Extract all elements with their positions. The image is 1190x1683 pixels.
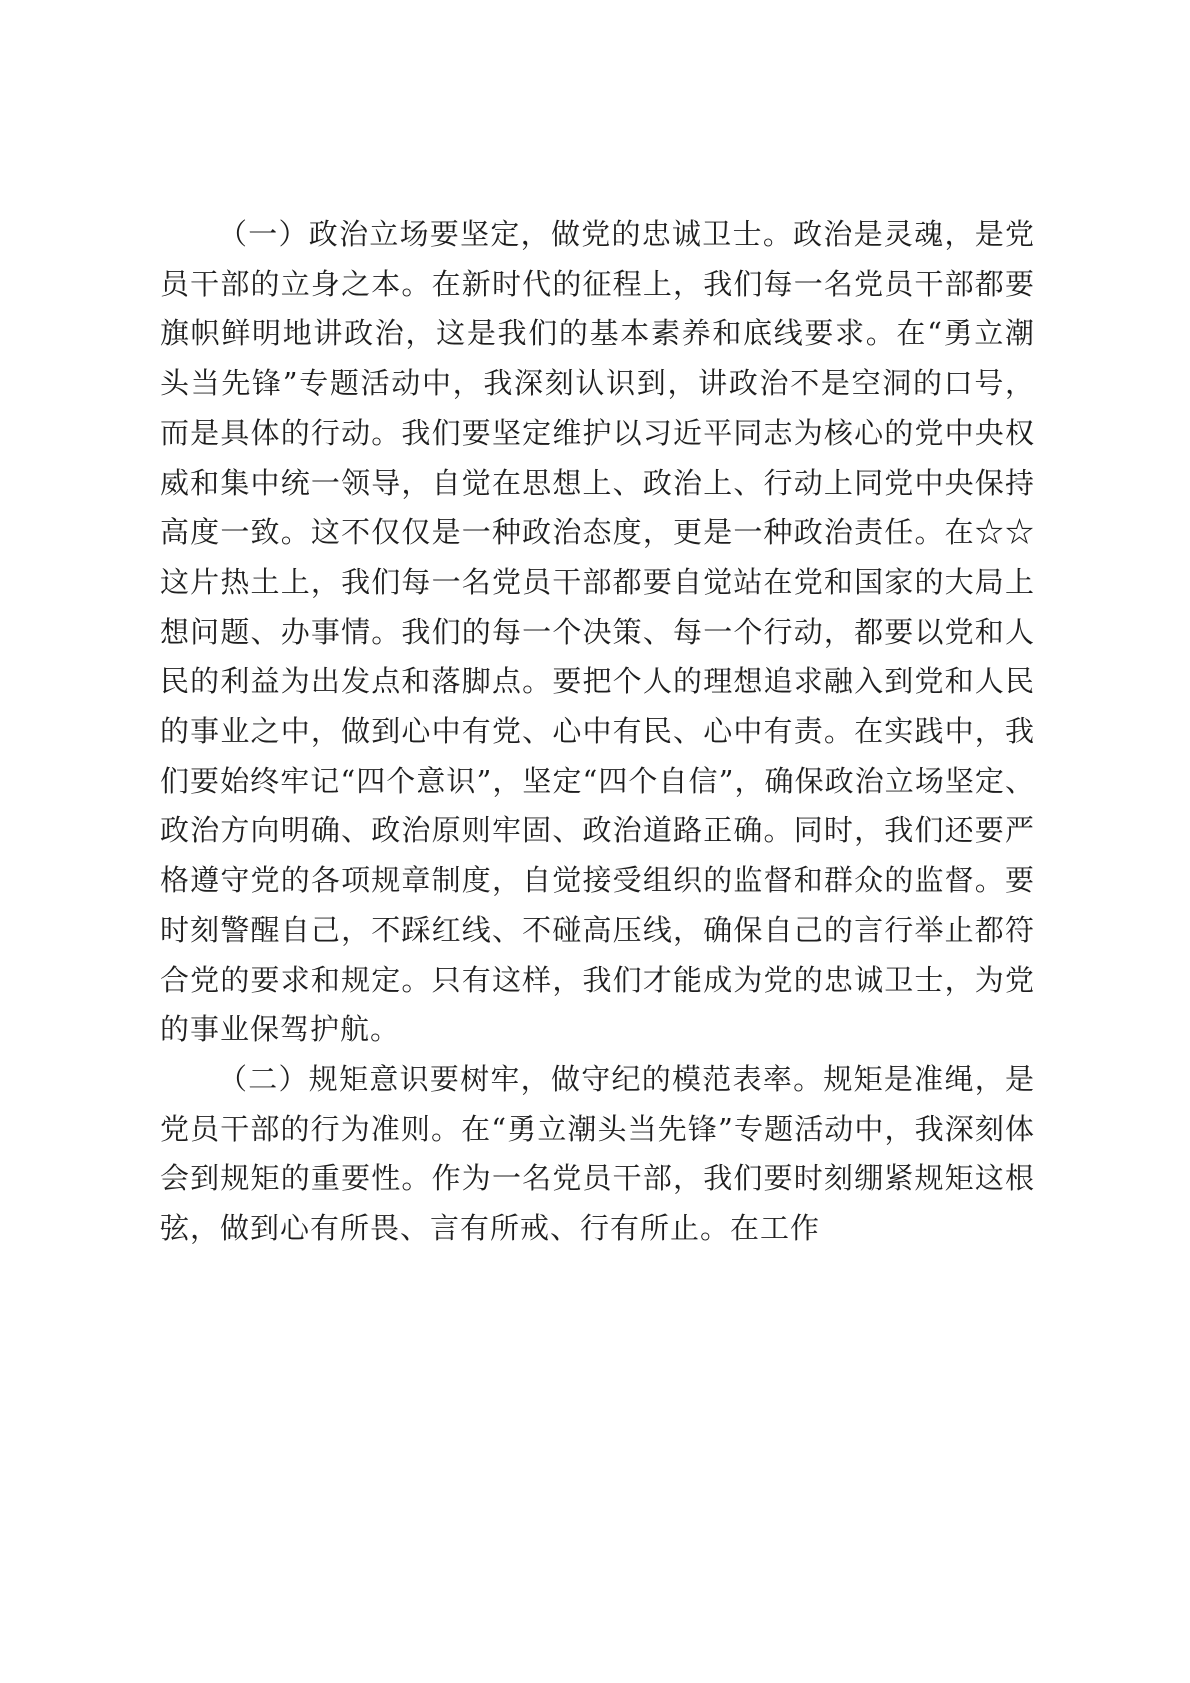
paragraph-rules-awareness: （二）规矩意识要树牢，做守纪的模范表率。规矩是准绳，是党员干部的行为准则。在“勇立潮头当先锋”专题活动中，我深刻体会到规矩的重要性。作为一名党员干部，我们要时刻绷紧规矩这根弦，做到心有所畏、言有所戒、行有所止。在工作: [160, 1061, 1035, 1246]
paragraph-political-stance: （一）政治立场要坚定，做党的忠诚卫士。政治是灵魂，是党员干部的立身之本。在新时代的征程上，我们每一名党员干部都要旗帜鲜明地讲政治，这是我们的基本素养和底线要求。在“勇立潮头当先锋”专题活动中，我深刻认识到，讲政治不是空洞的口号，而是具体的行动。我们要坚定维护以习近平同志为核心的党中央权威和集中统一领导，自觉在思想上、政治上、行动上同党中央保持高度一致。这不仅仅是一种政治态度，更是一种政治责任。在☆☆这片热土上，我们每一名党员干部都要自觉站在党和国家的大局上想问题、办事情。我们的每一个决策、每一个行动，都要以党和人民的利益为出发点和落脚点。要把个人的理想追求融入到党和人民的事业之中，做到心中有党、心中有民、心中有责。在实践中，我们要始终牢记“四个意识”，坚定“四个自信”，确保政治立场坚定、政治方向明确、政治原则牢固、政治道路正确。同时，我们还要严格遵守党的各项规章制度，自觉接受组织的监督和群众的监督。要时刻警醒自己，不踩红线、不碰高压线，确保自己的言行举止都符合党的要求和规定。只有这样，我们才能成为党的忠诚卫士，为党的事业保驾护航。: [160, 217, 1035, 1047]
document-body: [160, 210, 1035, 1254]
